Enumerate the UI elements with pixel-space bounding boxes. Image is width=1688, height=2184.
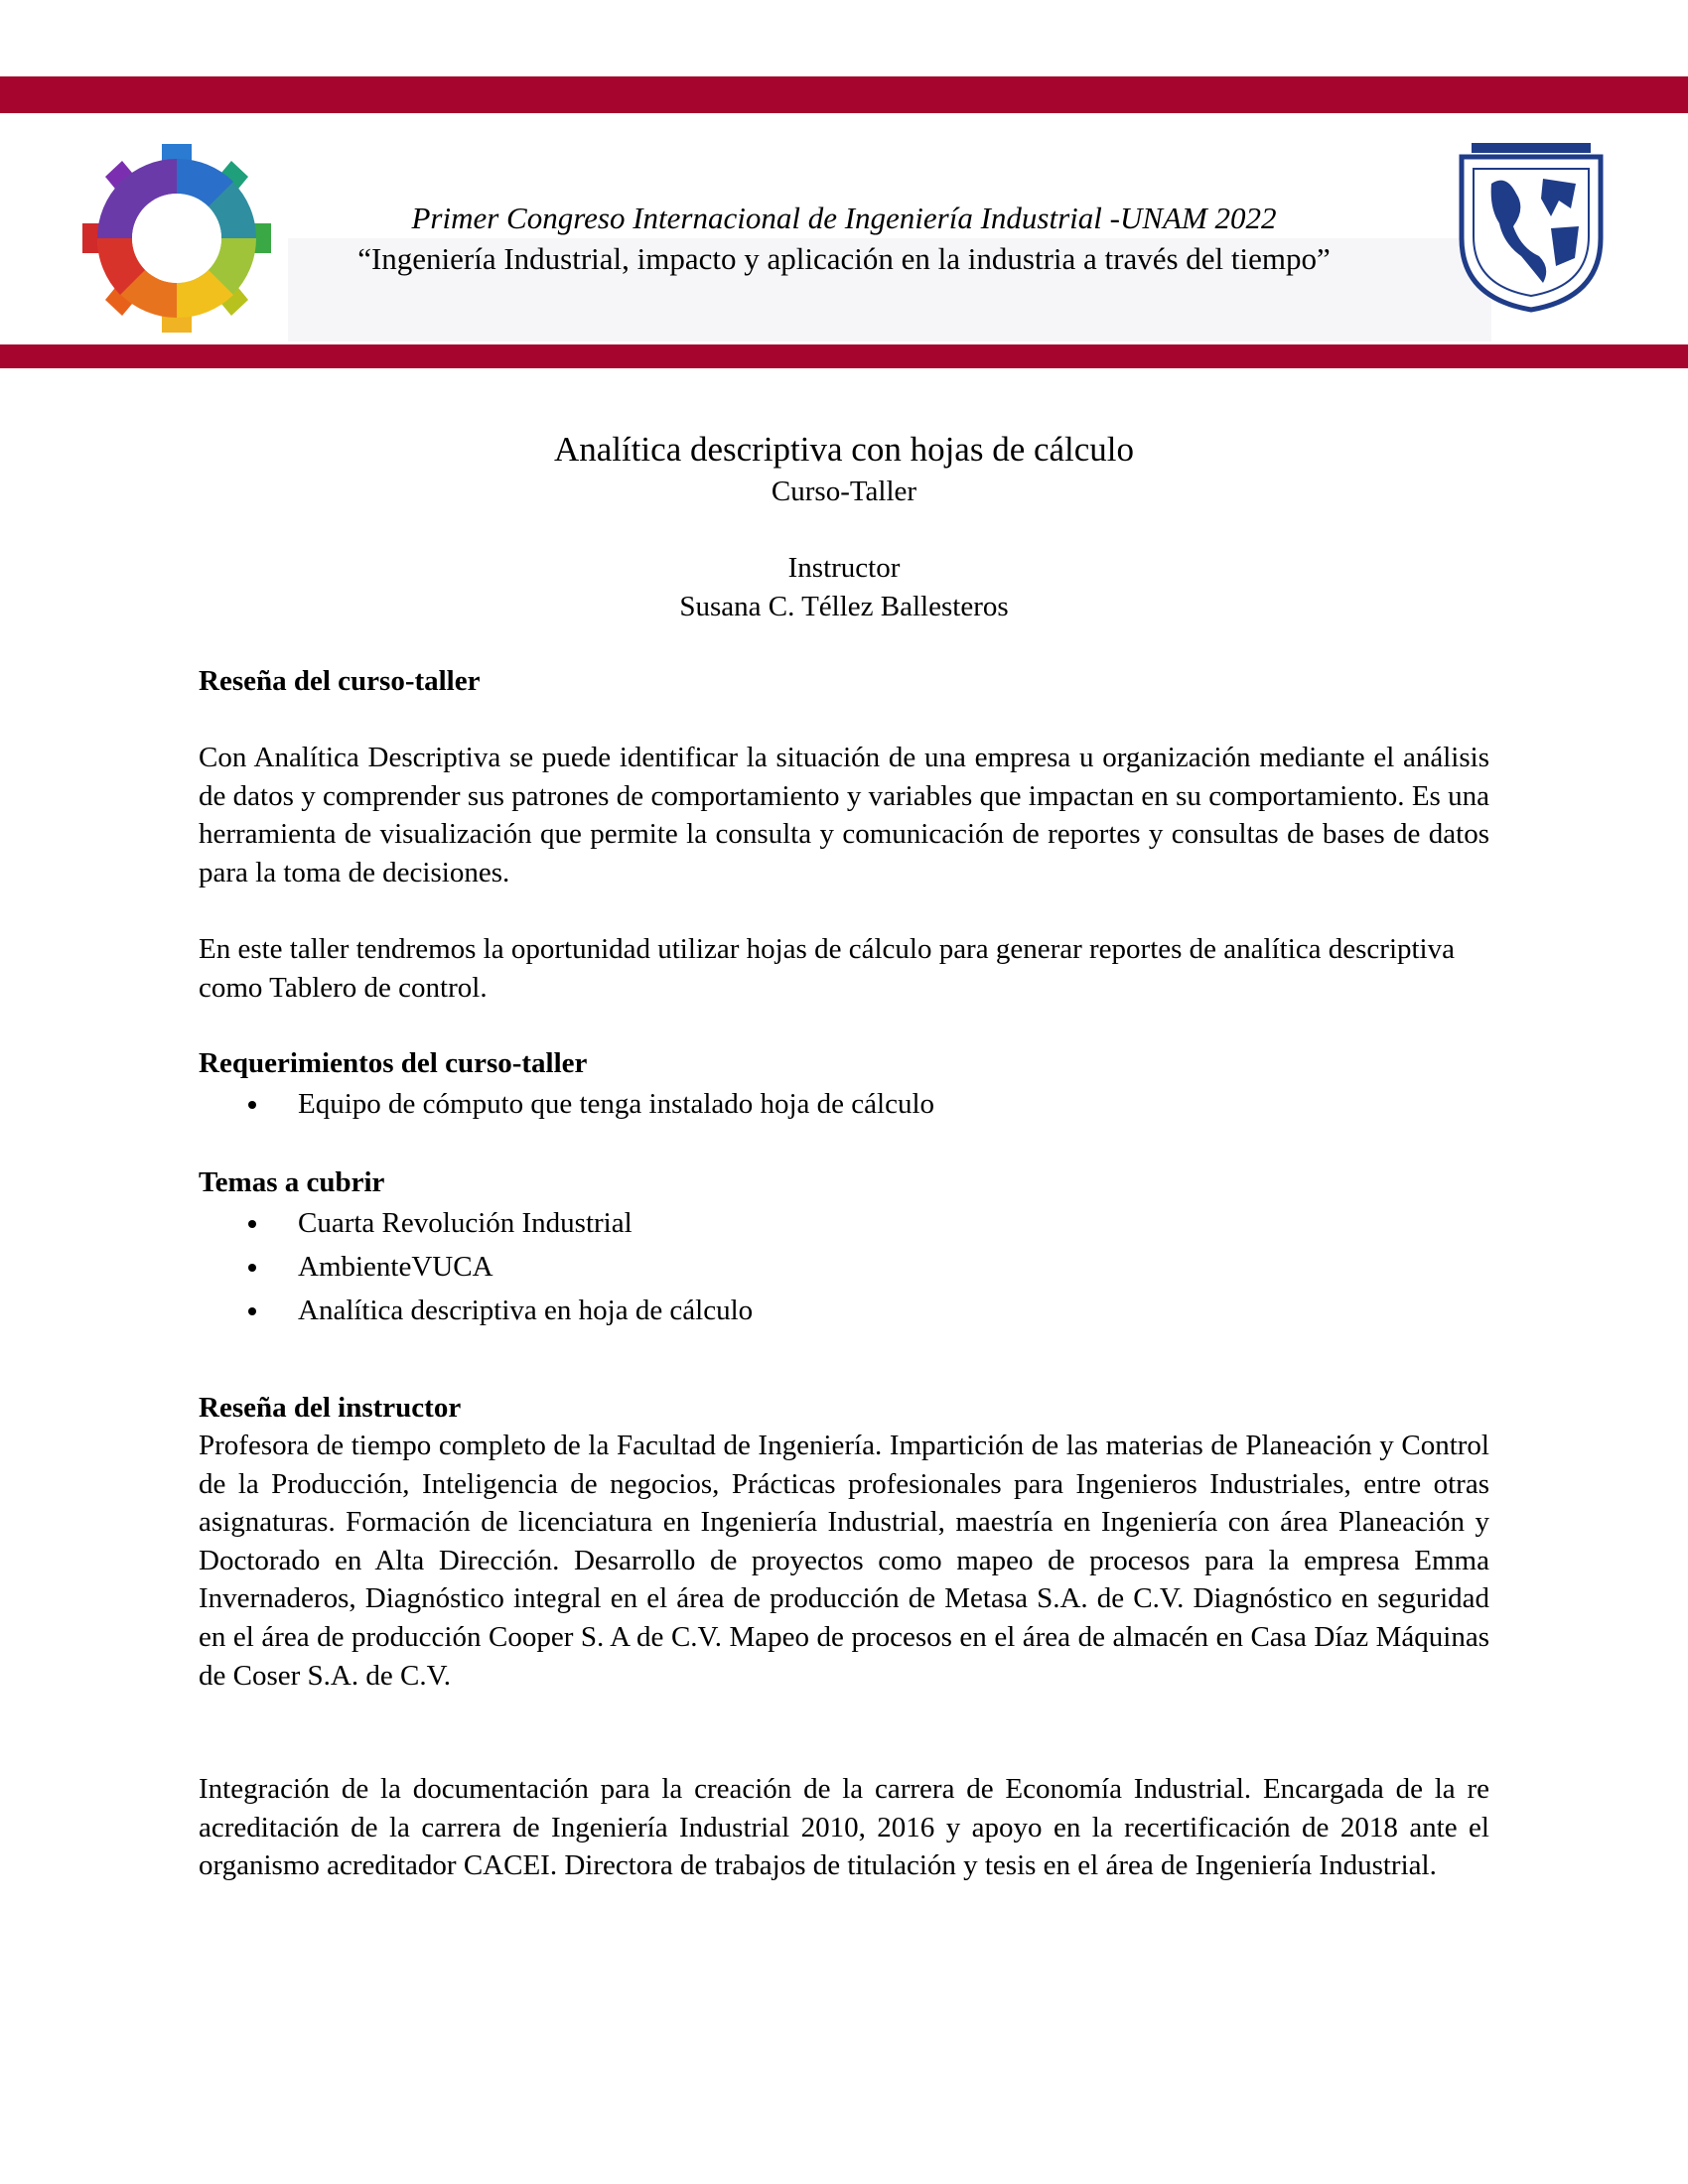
instructor-review-paragraph-1: Profesora de tiempo completo de la Facultad de Ingeniería. Impartición de las materias de Planeación y Control de la Producción, Inteligencia de negocios, Prácticas profesionales para Ingenieros Industriales, entre otras asignaturas. Formación de licenciatura en Ingeniería Industrial, maestría en Ingeniería con área Planeación y Doctorado en Alta Dirección. Desarrollo de proyectos como mapeo de procesos para la empresa Emma Invernaderos, Diagnóstico integral en el área de producción de Metasa S.A. de C.V. Diagnóstico en seguridad en el área de producción Cooper S. A de C.V. Mapeo de procesos en el área de almacén en Casa Díaz Máquinas de Coser S.A. de C.V.: [199, 1430, 1489, 1692]
instructor-name: Susana C. Téllez Ballesteros: [679, 591, 1009, 622]
list-item: Cuarta Revolución Industrial: [199, 1201, 1489, 1245]
topics-list: [199, 1201, 1489, 1332]
congress-gear-logo: [68, 139, 286, 338]
course-review-paragraph-1: Con Analítica Descriptiva se puede identificar la situación de una empresa u organización mediante el análisis de datos y comprender sus patrones de comportamiento y variables que impactan en su comportamiento. Es una herramienta de visualización que permite la consulta y comunicación de reportes y consultas de bases de datos para la toma de decisiones.: [199, 742, 1489, 888]
topics-heading: Temas a cubrir: [199, 1166, 385, 1198]
bullet-icon: [248, 1101, 256, 1109]
header-bottom-band: [0, 344, 1688, 368]
course-subtitle: Curso-Taller: [771, 476, 917, 507]
requirements-list: [199, 1082, 1489, 1126]
unam-shield-logo: [1452, 139, 1611, 316]
course-review-paragraph-2: En este taller tendremos la oportunidad utilizar hojas de cálculo para generar reportes de analítica descriptiva como Tablero de control.: [199, 933, 1455, 1004]
instructor-review-heading: Reseña del instructor: [199, 1392, 462, 1424]
list-item: AmbienteVUCA: [199, 1245, 1489, 1289]
course-review-heading: Reseña del curso-taller: [199, 665, 481, 697]
instructor-review-paragraph-2: Integración de la documentación para la creación de la carrera de Economía Industrial. Encargada de la re acreditación de la carrera de Ingeniería Industrial 2010, 2016 y apoyo en la recertificación de 2018 ante el organismo acreditador CACEI. Directora de trabajos de titulación y tesis en el área de Ingeniería Industrial.: [199, 1773, 1489, 1882]
list-item: Analítica descriptiva en hoja de cálculo: [199, 1289, 1489, 1332]
course-title: Analítica descriptiva con hojas de cálculo: [553, 430, 1135, 469]
congress-name: Primer Congreso Internacional de Ingeniería Industrial -UNAM 2022: [411, 201, 1277, 235]
instructor-label: Instructor: [787, 552, 901, 584]
bullet-icon: [248, 1220, 256, 1228]
requirements-heading: Requerimientos del curso-taller: [199, 1047, 588, 1079]
header-top-band: [0, 76, 1688, 113]
list-item: Equipo de cómputo que tenga instalado hoja de cálculo: [199, 1082, 1489, 1126]
bullet-icon: [248, 1307, 256, 1315]
congress-theme: “Ingeniería Industrial, impacto y aplicación en la industria a través del tiempo”: [357, 241, 1331, 276]
bullet-icon: [248, 1264, 256, 1272]
